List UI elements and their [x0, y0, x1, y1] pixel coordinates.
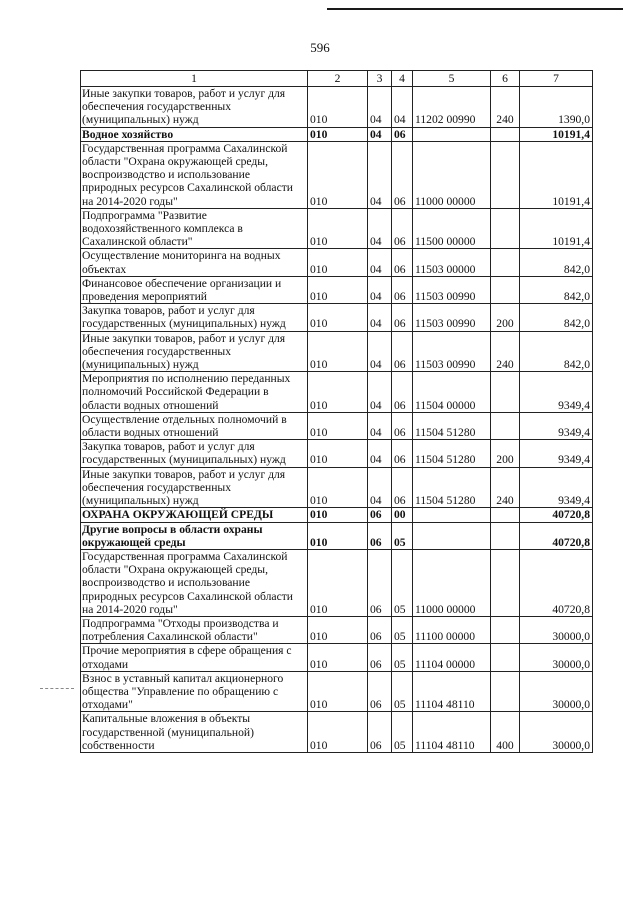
row-subsection: 06 — [392, 412, 413, 439]
row-name: Водное хозяйство — [81, 127, 308, 141]
row-code: 010 — [308, 412, 368, 439]
table-row — [81, 372, 593, 413]
row-subsection: 05 — [392, 549, 413, 616]
row-expense-type — [491, 522, 520, 549]
row-name: Иные закупки товаров, работ и услуг для обеспечения государственных (муниципальных) нужд — [81, 87, 308, 128]
row-code: 010 — [308, 440, 368, 467]
row-subsection: 06 — [392, 127, 413, 141]
row-target-article: 11104 48110 — [413, 712, 491, 753]
row-name: Финансовое обеспечение организации и проведения мероприятий — [81, 276, 308, 303]
row-expense-type: 240 — [491, 87, 520, 128]
row-code: 010 — [308, 141, 368, 208]
row-section: 04 — [368, 412, 392, 439]
row-target-article: 11000 00000 — [413, 141, 491, 208]
header-row — [81, 71, 593, 87]
row-section: 04 — [368, 127, 392, 141]
page-number: 596 — [310, 40, 330, 55]
row-target-article: 11503 00990 — [413, 276, 491, 303]
row-name: Осуществление отдельных полномочий в области водных отношений — [81, 412, 308, 439]
row-name: ОХРАНА ОКРУЖАЮЩЕЙ СРЕДЫ — [81, 508, 308, 522]
row-code: 010 — [308, 249, 368, 276]
row-name: Иные закупки товаров, работ и услуг для обеспечения государственных (муниципальных) нужд — [81, 467, 308, 508]
row-target-article: 11503 00000 — [413, 249, 491, 276]
row-expense-type — [491, 508, 520, 522]
row-code: 010 — [308, 87, 368, 128]
row-section: 04 — [368, 87, 392, 128]
row-subsection: 05 — [392, 616, 413, 643]
row-amount: 10191,4 — [520, 141, 593, 208]
row-code: 010 — [308, 276, 368, 303]
row-name: Закупка товаров, работ и услуг для государственных (муниципальных) нужд — [81, 304, 308, 331]
row-amount: 9349,4 — [520, 440, 593, 467]
row-target-article: 11104 00000 — [413, 644, 491, 671]
row-subsection: 00 — [392, 508, 413, 522]
row-subsection: 04 — [392, 87, 413, 128]
row-amount: 30000,0 — [520, 616, 593, 643]
row-target-article: 11504 51280 — [413, 440, 491, 467]
row-section: 04 — [368, 141, 392, 208]
row-amount: 842,0 — [520, 249, 593, 276]
table-row — [81, 304, 593, 331]
row-code: 010 — [308, 208, 368, 249]
col-header: 3 — [368, 71, 392, 87]
row-code: 010 — [308, 127, 368, 141]
row-subsection: 06 — [392, 141, 413, 208]
row-amount: 30000,0 — [520, 644, 593, 671]
row-section: 04 — [368, 372, 392, 413]
row-amount: 40720,8 — [520, 508, 593, 522]
row-section: 06 — [368, 671, 392, 712]
table-row — [81, 87, 593, 128]
row-name: Закупка товаров, работ и услуг для государственных (муниципальных) нужд — [81, 440, 308, 467]
row-section: 04 — [368, 249, 392, 276]
row-expense-type — [491, 644, 520, 671]
row-subsection: 06 — [392, 467, 413, 508]
row-section: 06 — [368, 522, 392, 549]
row-subsection: 06 — [392, 208, 413, 249]
row-target-article: 11202 00990 — [413, 87, 491, 128]
row-name: Осуществление мониторинга на водных объектах — [81, 249, 308, 276]
row-amount: 9349,4 — [520, 467, 593, 508]
row-section: 04 — [368, 331, 392, 372]
row-expense-type: 200 — [491, 440, 520, 467]
row-section: 06 — [368, 712, 392, 753]
table-row — [81, 127, 593, 141]
table-row — [81, 644, 593, 671]
row-name: Капитальные вложения в объекты государственной (муниципальной) собственности — [81, 712, 308, 753]
row-section: 04 — [368, 440, 392, 467]
row-expense-type — [491, 412, 520, 439]
row-expense-type — [491, 616, 520, 643]
row-code: 010 — [308, 671, 368, 712]
row-expense-type — [491, 276, 520, 303]
row-section: 04 — [368, 304, 392, 331]
col-header: 4 — [392, 71, 413, 87]
row-code: 010 — [308, 508, 368, 522]
row-section: 04 — [368, 467, 392, 508]
row-code: 010 — [308, 522, 368, 549]
row-amount: 30000,0 — [520, 671, 593, 712]
table-row — [81, 141, 593, 208]
row-name: Мероприятия по исполнению переданных полномочий Российской Федерации в области водных отношений — [81, 372, 308, 413]
row-expense-type — [491, 671, 520, 712]
margin-mark — [40, 688, 74, 689]
table-row — [81, 671, 593, 712]
table-row — [81, 331, 593, 372]
row-amount: 9349,4 — [520, 412, 593, 439]
row-name: Прочие мероприятия в сфере обращения с отходами — [81, 644, 308, 671]
row-amount: 10191,4 — [520, 208, 593, 249]
row-section: 06 — [368, 549, 392, 616]
row-target-article: 11000 00000 — [413, 549, 491, 616]
table-row — [81, 508, 593, 522]
row-name: Взнос в уставный капитал акционерного общества "Управление по обращению с отходами" — [81, 671, 308, 712]
row-expense-type — [491, 141, 520, 208]
row-target-article: 11504 00000 — [413, 372, 491, 413]
row-target-article: 11503 00990 — [413, 304, 491, 331]
table-row — [81, 712, 593, 753]
row-target-article — [413, 522, 491, 549]
table-body — [81, 87, 593, 753]
row-subsection: 05 — [392, 671, 413, 712]
row-amount: 40720,8 — [520, 522, 593, 549]
row-target-article: 11504 51280 — [413, 467, 491, 508]
row-target-article — [413, 127, 491, 141]
table-row — [81, 412, 593, 439]
col-header: 7 — [520, 71, 593, 87]
row-expense-type: 400 — [491, 712, 520, 753]
row-subsection: 06 — [392, 304, 413, 331]
col-header: 1 — [81, 71, 308, 87]
table-row — [81, 616, 593, 643]
row-section: 06 — [368, 508, 392, 522]
row-target-article: 11504 51280 — [413, 412, 491, 439]
row-amount: 1390,0 — [520, 87, 593, 128]
row-expense-type — [491, 208, 520, 249]
table-row — [81, 208, 593, 249]
row-amount: 40720,8 — [520, 549, 593, 616]
row-expense-type: 200 — [491, 304, 520, 331]
row-section: 04 — [368, 276, 392, 303]
row-expense-type — [491, 249, 520, 276]
row-code: 010 — [308, 616, 368, 643]
table-row — [81, 467, 593, 508]
col-header: 5 — [413, 71, 491, 87]
table-row — [81, 522, 593, 549]
row-amount: 842,0 — [520, 304, 593, 331]
row-expense-type — [491, 549, 520, 616]
table-row — [81, 276, 593, 303]
row-amount: 842,0 — [520, 276, 593, 303]
row-code: 010 — [308, 549, 368, 616]
row-subsection: 05 — [392, 644, 413, 671]
row-section: 04 — [368, 208, 392, 249]
row-subsection: 06 — [392, 276, 413, 303]
row-code: 010 — [308, 712, 368, 753]
row-name: Другие вопросы в области охраны окружающей среды — [81, 522, 308, 549]
row-target-article — [413, 508, 491, 522]
col-header: 6 — [491, 71, 520, 87]
row-amount: 10191,4 — [520, 127, 593, 141]
row-code: 010 — [308, 304, 368, 331]
row-name: Подпрограмма "Развитие водохозяйственного комплекса в Сахалинской области" — [81, 208, 308, 249]
row-target-article: 11104 48110 — [413, 671, 491, 712]
row-amount: 842,0 — [520, 331, 593, 372]
col-header: 2 — [308, 71, 368, 87]
table-row — [81, 549, 593, 616]
row-amount: 9349,4 — [520, 372, 593, 413]
row-section: 06 — [368, 644, 392, 671]
row-subsection: 05 — [392, 712, 413, 753]
row-name: Иные закупки товаров, работ и услуг для обеспечения государственных (муниципальных) нужд — [81, 331, 308, 372]
budget-table — [80, 70, 593, 753]
table-row — [81, 440, 593, 467]
row-code: 010 — [308, 372, 368, 413]
row-target-article: 11503 00990 — [413, 331, 491, 372]
row-expense-type: 240 — [491, 467, 520, 508]
row-code: 010 — [308, 467, 368, 508]
row-section: 06 — [368, 616, 392, 643]
row-target-article: 11500 00000 — [413, 208, 491, 249]
row-expense-type: 240 — [491, 331, 520, 372]
table-row — [81, 249, 593, 276]
row-subsection: 05 — [392, 522, 413, 549]
row-target-article: 11100 00000 — [413, 616, 491, 643]
row-expense-type — [491, 372, 520, 413]
row-name: Подпрограмма "Отходы производства и потребления Сахалинской области" — [81, 616, 308, 643]
row-name: Государственная программа Сахалинской области "Охрана окружающей среды, воспроизводство и использование природных ресурсов Сахалинской области на 2014-2020 годы" — [81, 141, 308, 208]
row-name: Государственная программа Сахалинской области "Охрана окружающей среды, воспроизводство и использование природных ресурсов Сахалинской области на 2014-2020 годы" — [81, 549, 308, 616]
row-subsection: 06 — [392, 331, 413, 372]
row-code: 010 — [308, 331, 368, 372]
row-subsection: 06 — [392, 440, 413, 467]
row-expense-type — [491, 127, 520, 141]
row-subsection: 06 — [392, 372, 413, 413]
row-subsection: 06 — [392, 249, 413, 276]
row-code: 010 — [308, 644, 368, 671]
top-rule — [327, 8, 623, 10]
row-amount: 30000,0 — [520, 712, 593, 753]
